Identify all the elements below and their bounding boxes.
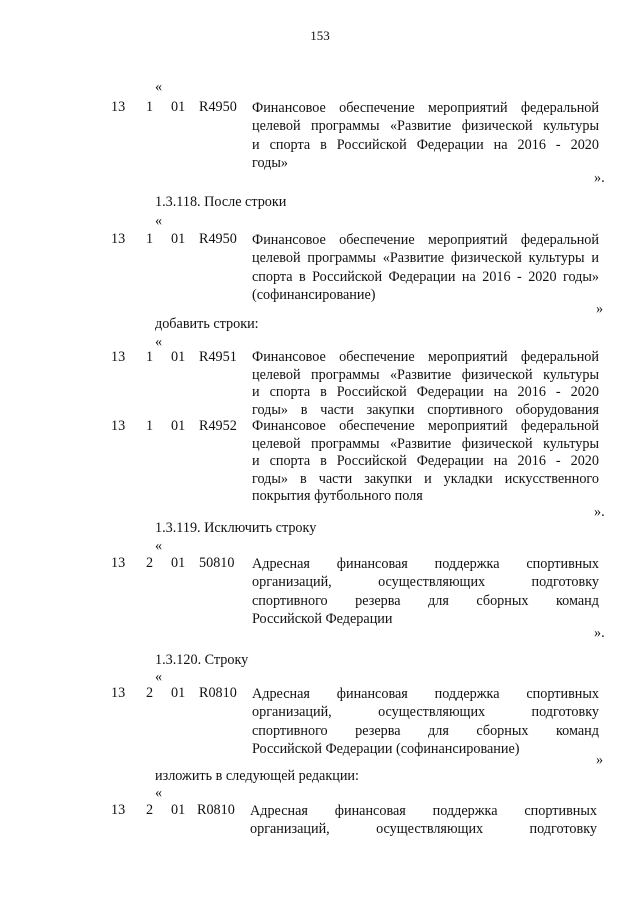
code-program: 01	[171, 99, 186, 115]
description-line: организаций, осуществляющих подготовку	[252, 704, 599, 721]
code-section: 13	[111, 555, 126, 571]
row-description	[252, 418, 599, 506]
description-line: Финансовое обеспечение мероприятий федеральной	[252, 349, 599, 365]
code-section: 13	[111, 418, 126, 434]
code-target: R4950	[199, 231, 237, 247]
code-section: 13	[111, 349, 126, 365]
description-line: годы» в части закупки и укладки искусственного	[252, 470, 599, 487]
row-description	[252, 555, 599, 629]
row-description	[252, 231, 599, 305]
open-quote: «	[155, 213, 163, 229]
description-line: целевой программы «Развитие физической культуры и	[252, 250, 599, 267]
description-line: целевой программы «Развитие физической культуры	[252, 118, 599, 135]
code-target: R0810	[199, 685, 237, 701]
code-program: 01	[171, 802, 186, 818]
code-target: R0810	[197, 802, 235, 818]
row-description	[252, 99, 599, 173]
description-line: годы» в части закупки спортивного оборудования	[252, 401, 599, 418]
code-program: 01	[171, 685, 186, 701]
code-program: 01	[171, 349, 186, 365]
description-line: организаций, осуществляющих подготовку	[250, 821, 597, 838]
open-quote: «	[155, 785, 163, 801]
close-quote: ».	[594, 504, 605, 520]
code-program: 01	[171, 231, 186, 247]
description-line: целевой программы «Развитие физической культуры	[252, 435, 599, 452]
description-line: и спорта в Российской Федерации на 2016 - 2020	[252, 384, 599, 400]
code-subsection: 1	[146, 418, 154, 434]
description-line: Адресная финансовая поддержка спортивных	[250, 803, 597, 819]
restate-text: изложить в следующей редакции:	[155, 768, 359, 784]
code-target: R4951	[199, 349, 237, 365]
close-quote: »	[596, 752, 604, 768]
code-subsection: 2	[146, 555, 154, 571]
item-heading-120: 1.3.120. Строку	[155, 652, 249, 668]
description-line: Финансовое обеспечение мероприятий федеральной	[252, 100, 599, 116]
code-target: R4952	[199, 418, 237, 434]
code-subsection: 2	[146, 802, 154, 818]
description-line: и спорта в Российской Федерации на 2016 - 2020	[252, 136, 599, 153]
code-program: 01	[171, 418, 186, 434]
item-heading-118: 1.3.118. После строки	[155, 194, 287, 210]
code-section: 13	[111, 99, 126, 115]
page-number: 153	[310, 28, 330, 43]
description-line: спортивного резерва для сборных команд	[252, 592, 599, 609]
description-line: организаций, осуществляющих подготовку	[252, 574, 599, 591]
description-line: Финансовое обеспечение мероприятий федеральной	[252, 232, 599, 248]
description-line: Адресная финансовая поддержка спортивных	[252, 686, 599, 702]
code-program: 01	[171, 555, 186, 571]
code-subsection: 1	[146, 99, 154, 115]
item-heading-119: 1.3.119. Исключить строку	[155, 520, 317, 536]
description-line: покрытия футбольного поля	[252, 488, 423, 504]
add-rows-text: добавить строки:	[155, 316, 259, 332]
description-line: (софинансирование)	[252, 287, 376, 304]
code-target: R4950	[199, 99, 237, 115]
code-section: 13	[111, 685, 126, 701]
code-subsection: 2	[146, 685, 154, 701]
open-quote: «	[155, 669, 163, 685]
description-line: Финансовое обеспечение мероприятий федеральной	[252, 418, 599, 434]
description-line: Российской Федерации	[252, 611, 393, 628]
row-description	[252, 349, 599, 419]
description-line: целевой программы «Развитие физической культуры	[252, 366, 599, 383]
open-quote: «	[155, 79, 163, 95]
open-quote: «	[155, 538, 163, 554]
description-line: Российской Федерации (софинансирование)	[252, 741, 520, 758]
close-quote: ».	[594, 170, 605, 186]
row-description	[252, 685, 599, 759]
code-section: 13	[111, 802, 126, 818]
code-subsection: 1	[146, 231, 154, 247]
description-line: годы»	[252, 155, 288, 172]
row-description	[250, 802, 597, 839]
code-section: 13	[111, 231, 126, 247]
code-subsection: 1	[146, 349, 154, 365]
description-line: спорта в Российской Федерации на 2016 - 2020 годы»	[252, 268, 599, 285]
description-line: спортивного резерва для сборных команд	[252, 722, 599, 739]
description-line: и спорта в Российской Федерации на 2016 - 2020	[252, 453, 599, 469]
close-quote: »	[596, 301, 604, 317]
close-quote: ».	[594, 625, 605, 641]
open-quote: «	[155, 334, 163, 350]
description-line: Адресная финансовая поддержка спортивных	[252, 556, 599, 572]
code-target: 50810	[199, 555, 235, 571]
